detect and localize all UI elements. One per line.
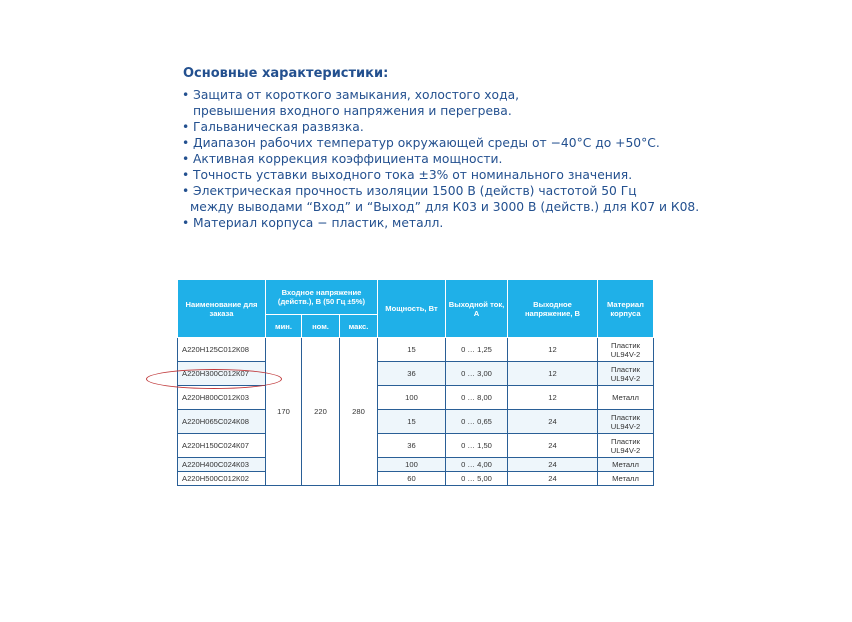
features-title: Основные характеристики: bbox=[183, 66, 389, 81]
table-row bbox=[178, 458, 654, 472]
cell-voltage: 12 bbox=[508, 338, 598, 362]
features-section bbox=[182, 66, 742, 231]
cell-material: Пластик UL94V-2 bbox=[598, 410, 654, 434]
cell-power: 36 bbox=[378, 434, 446, 458]
header-max: макс. bbox=[340, 315, 378, 338]
cell-power: 36 bbox=[378, 362, 446, 386]
cell-material: Пластик UL94V-2 bbox=[598, 434, 654, 458]
highlight-ellipse bbox=[146, 369, 282, 389]
table-row bbox=[178, 410, 654, 434]
header-input-voltage: Входное напряжение (действ.), В (50 Гц ±5%) bbox=[266, 280, 378, 315]
cell-input-nom: 220 bbox=[302, 338, 340, 486]
cell-voltage: 12 bbox=[508, 386, 598, 410]
cell-material: Пластик UL94V-2 bbox=[598, 362, 654, 386]
cell-current: 0 … 5,00 bbox=[446, 472, 508, 486]
header-output-voltage: Выходное напряжение, В bbox=[508, 280, 598, 338]
header-material: Материал корпуса bbox=[598, 280, 654, 338]
table-row bbox=[178, 472, 654, 486]
cell-name: А220Н800С012К03 bbox=[178, 386, 266, 410]
header-name: Наименование для заказа bbox=[178, 280, 266, 338]
feature-item: • Электрическая прочность изоляции 1500 В (действ) частотой 50 Гц между выводами “Вход” и “Выход” для К03 и 3000 В (действ.) для К07 и К08. bbox=[182, 184, 700, 214]
cell-current: 0 … 4,00 bbox=[446, 458, 508, 472]
cell-power: 15 bbox=[378, 338, 446, 362]
feature-item: • Гальваническая развязка. bbox=[182, 120, 364, 134]
cell-material: Пластик UL94V-2 bbox=[598, 338, 654, 362]
cell-name: А220Н065С024К08 bbox=[178, 410, 266, 434]
cell-voltage: 24 bbox=[508, 434, 598, 458]
cell-current: 0 … 1,50 bbox=[446, 434, 508, 458]
cell-material: Металл bbox=[598, 386, 654, 410]
header-nom: ном. bbox=[302, 315, 340, 338]
cell-material: Металл bbox=[598, 472, 654, 486]
cell-power: 100 bbox=[378, 458, 446, 472]
cell-name: А220Н400С024К03 bbox=[178, 458, 266, 472]
cell-power: 15 bbox=[378, 410, 446, 434]
cell-current: 0 … 8,00 bbox=[446, 386, 508, 410]
cell-name: А220Н150С024К07 bbox=[178, 434, 266, 458]
header-output-current: Выходной ток, А bbox=[446, 280, 508, 338]
header-min: мин. bbox=[266, 315, 302, 338]
cell-current: 0 … 3,00 bbox=[446, 362, 508, 386]
cell-voltage: 24 bbox=[508, 458, 598, 472]
table-row bbox=[178, 386, 654, 410]
cell-input-max: 280 bbox=[340, 338, 378, 486]
cell-power: 100 bbox=[378, 386, 446, 410]
feature-item: • Защита от короткого замыкания, холостого хода, превышения входного напряжения и перегрева. bbox=[182, 88, 520, 118]
cell-power: 60 bbox=[378, 472, 446, 486]
feature-item: • Материал корпуса − пластик, металл. bbox=[182, 216, 444, 230]
cell-voltage: 24 bbox=[508, 472, 598, 486]
cell-name: А220Н500С012К02 bbox=[178, 472, 266, 486]
cell-input-min: 170 bbox=[266, 338, 302, 486]
cell-current: 0 … 1,25 bbox=[446, 338, 508, 362]
cell-current: 0 … 0,65 bbox=[446, 410, 508, 434]
feature-item: • Активная коррекция коэффициента мощности. bbox=[182, 152, 503, 166]
table-row bbox=[178, 434, 654, 458]
feature-item: • Точность уставки выходного тока ±3% от номинального значения. bbox=[182, 168, 633, 182]
cell-material: Металл bbox=[598, 458, 654, 472]
cell-voltage: 24 bbox=[508, 410, 598, 434]
features-list bbox=[182, 87, 742, 231]
table-row bbox=[178, 338, 654, 362]
cell-name: А220Н125С012К08 bbox=[178, 338, 266, 362]
feature-item: • Диапазон рабочих температур окружающей среды от −40°С до +50°С. bbox=[182, 136, 660, 150]
cell-voltage: 12 bbox=[508, 362, 598, 386]
header-power: Мощность, Вт bbox=[378, 280, 446, 338]
cell-name: А220Н300С012К07 bbox=[178, 362, 266, 386]
